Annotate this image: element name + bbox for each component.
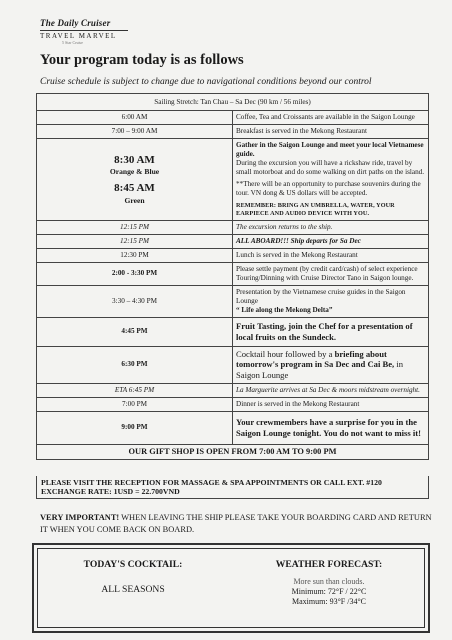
weather-summary: More sun than clouds. xyxy=(293,577,365,586)
weather-panel xyxy=(234,549,424,627)
info-box-inner xyxy=(37,548,425,628)
table-row xyxy=(37,383,429,397)
row-text: Fruit Tasting, join the Chef for a presentation of local fruits on the Sundeck. xyxy=(233,317,429,346)
boarding-card-notice xyxy=(40,512,432,536)
excursion-time-1: 8:30 AM xyxy=(114,153,155,166)
row-text: The excursion returns to the ship. xyxy=(233,220,429,234)
weather-min: Minimum: 72°F / 22°C xyxy=(291,587,367,596)
table-row xyxy=(37,220,429,234)
brand-logo-text: TRAVEL MARVEL xyxy=(40,30,128,40)
cocktail-panel xyxy=(38,549,228,627)
important-lead: VERY IMPORTANT! xyxy=(40,513,120,522)
gift-shop-hours: OUR GIFT SHOP IS OPEN FROM 7:00 AM TO 9:00 PM xyxy=(37,444,429,460)
table-row xyxy=(37,411,429,444)
weather-max: Maximum: 93°F /34°C xyxy=(292,597,366,606)
page-title: Your program today is as follows xyxy=(40,52,244,68)
row-text: Your crewmembers have a surprise for you in the Saigon Lounge tonight. You do not want to miss it! xyxy=(233,411,429,444)
brand-logo xyxy=(40,18,128,45)
row-text: Dinner is served in the Mekong Restaurant xyxy=(233,397,429,411)
row-time: 9:00 PM xyxy=(37,411,233,444)
excursion-row xyxy=(37,139,429,221)
excursion-details xyxy=(233,139,429,221)
exchange-rate: EXCHANGE RATE: 1USD = 22.700VND xyxy=(41,487,180,496)
excursion-group-1: Orange & Blue xyxy=(109,167,160,177)
schedule-table xyxy=(36,93,429,460)
table-row xyxy=(37,234,429,248)
row-text: ALL ABOARD!!! Ship departs for Sa Dec xyxy=(233,234,429,248)
reception-notice: PLEASE VISIT THE RECEPTION FOR MASSAGE & SPA APPOINTMENTS OR CALL EXT. #120 xyxy=(41,478,382,487)
row-text: Coffee, Tea and Croissants are available in the Saigon Lounge xyxy=(233,111,429,125)
table-row xyxy=(37,285,429,317)
excursion-times xyxy=(37,139,233,221)
table-row xyxy=(37,346,429,383)
row-time: 12:30 PM xyxy=(37,248,233,262)
row-time: 7:00 PM xyxy=(37,397,233,411)
weather-label: WEATHER FORECAST: xyxy=(275,559,383,570)
cocktail-hour-text: Cocktail hour followed by a xyxy=(236,348,335,359)
briefing-text: briefing about tomorrow's program in Sa Dec and Cai Be, xyxy=(236,348,395,370)
excursion-reminder: REMEMBER: BRING AN UMBRELLA, WATER, YOUR EARPIECE AND AUDIO DEVICE WITH YOU. xyxy=(236,202,395,217)
table-row xyxy=(37,262,429,285)
cocktail-label: TODAY'S COCKTAIL: xyxy=(83,559,183,570)
table-row xyxy=(37,397,429,411)
row-text xyxy=(233,346,429,383)
brand-logo-small: 5 Star Cruise xyxy=(62,40,83,45)
table-row xyxy=(37,248,429,262)
row-text: La Marguerite arrives at Sa Dec & moors midstream overnight. xyxy=(233,383,429,397)
row-time: 12:15 PM xyxy=(37,234,233,248)
briefing-location: in Saigon Lounge xyxy=(236,359,404,380)
excursion-time-2: 8:45 AM xyxy=(114,181,155,194)
table-row xyxy=(37,317,429,346)
row-text: Lunch is served in the Mekong Restaurant xyxy=(233,248,429,262)
cocktail-value: ALL SEASONS xyxy=(101,584,165,595)
sailing-row xyxy=(37,94,429,111)
row-time: 3:30 – 4:30 PM xyxy=(37,285,233,317)
row-text: Please settle payment (by credit card/cash) of select experience Touring/Dinning with Cruise Director Tano in Saigon lounge. xyxy=(233,262,429,285)
gift-shop-row xyxy=(37,444,429,460)
sailing-stretch: Sailing Stretch: Tan Chau – Sa Dec (90 km / 56 miles) xyxy=(37,94,429,111)
row-time: ETA 6:45 PM xyxy=(37,383,233,397)
row-time: 7:00 – 9:00 AM xyxy=(37,125,233,139)
row-time: 12:15 PM xyxy=(37,220,233,234)
excursion-heading: Gather in the Saigon Lounge and meet your local Vietnamese guide. xyxy=(236,141,424,158)
row-time: 6:30 PM xyxy=(37,346,233,383)
reception-box xyxy=(36,476,429,499)
row-time: 6:00 AM xyxy=(37,111,233,125)
row-text: Breakfast is served in the Mekong Restaurant xyxy=(233,125,429,139)
page-subtitle: Cruise schedule is subject to change due to navigational conditions beyond our control xyxy=(40,77,372,87)
row-time: 2:00 - 3:30 PM xyxy=(37,262,233,285)
brand-name: The Daily Cruiser xyxy=(40,18,111,28)
info-box xyxy=(32,543,430,633)
row-text xyxy=(233,285,429,317)
excursion-description: During the excursion you will have a rickshaw ride, travel by small motorboat and do some walking on dirt paths on the island. xyxy=(236,159,425,176)
excursion-group-2: Green xyxy=(124,195,145,205)
important-text: WHEN LEAVING THE SHIP PLEASE TAKE YOUR BOARDING CARD AND RETURN IT WHEN YOU COME BACK ON BOARD. xyxy=(40,513,432,534)
table-row xyxy=(37,125,429,139)
excursion-note: **There will be an opportunity to purchase souvenirs during the tour. VN dong & US dollars will be accepted. xyxy=(236,180,421,197)
row-time: 4:45 PM xyxy=(37,317,233,346)
presentation-text: Presentation by the Vietnamese cruise guides in the Saigon Lounge xyxy=(236,287,406,305)
presentation-title: “ Life along the Mekong Delta” xyxy=(236,305,333,314)
table-row xyxy=(37,111,429,125)
